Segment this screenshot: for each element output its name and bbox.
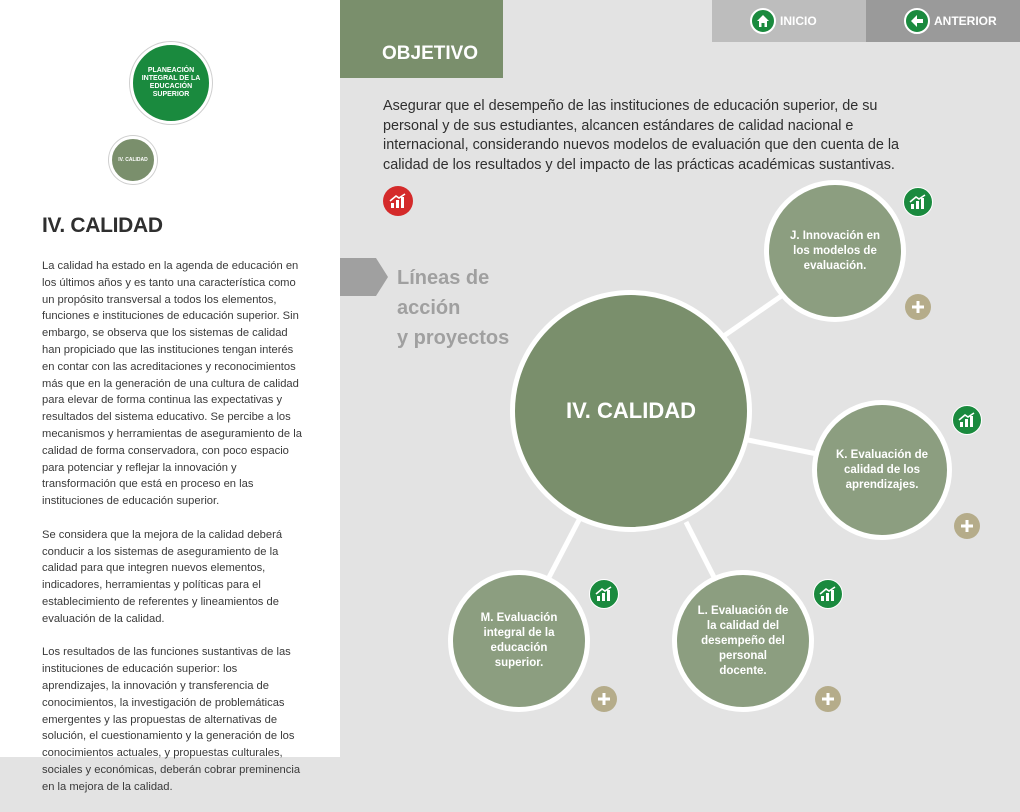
node-j[interactable] xyxy=(764,180,906,322)
anterior-label: ANTERIOR xyxy=(934,14,997,28)
node-m[interactable] xyxy=(448,570,590,712)
objetivo-text: Asegurar que el desempeño de las instituciones de educación superior, de su personal y de sus estudiantes, alcancen estándares de calidad nacional e internacional, considerando nuevos modelos de evaluación que den cuenta de la calidad de los resultados y del impacto de las prácticas académicas sustantivas. xyxy=(383,98,900,173)
chart-growth-icon[interactable] xyxy=(952,405,982,435)
paragraph-1: La calidad ha estado en la agenda de educación en los últimos años y es tanto una característica como un propósito transversal a todos los elementos, funciones e instituciones de educación superior. Sin embargo, se observa que los sistemas de calidad han propiciado que las instituciones tengan interés en contar con las acreditaciones y reconocimientos más que en la generación de una cultura de calidad para elevar de forma continua las expectativas y resultados del sistema educativo. Se percibe a los mecanismos y herramientas de aseguramiento de la calidad de forma conservadora, con poco espacio para potenciar y reflejar la innovación y transformación que está en proceso en las instituciones de educación superior. xyxy=(42,260,302,508)
mini-map-sub-label: IV. CALIDAD xyxy=(118,157,148,163)
paragraph-3: Los resultados de las funciones sustantivas de las instituciones de educación superior: los aprendizajes, la innovación y transferencia de conocimientos, la investigación de problemáticas emergentes y las propuestas de alternativas de solución, el cuestionamiento y la generación de los conocimientos actuales, y propuestas culturales, sociales y económicas, deberán cobrar preminencia en la mejora de la calidad. xyxy=(42,646,301,793)
center-node-label: IV. CALIDAD xyxy=(566,398,696,423)
mini-map-main-label: PLANEACIÓN INTEGRAL DE LA EDUCACIÓN SUPERIOR xyxy=(141,67,201,98)
plus-icon[interactable] xyxy=(954,513,980,539)
node-k[interactable] xyxy=(812,400,952,540)
paragraph-2: Se considera que la mejora de la calidad deberá conducir a los sistemas de aseguramiento de la calidad para que integren nuevos elementos, indicadores, herramientas y políticas para el establecimiento de referentes y lineamientos de evaluación de la calidad. xyxy=(42,528,283,625)
node-l[interactable] xyxy=(672,570,814,712)
node-j-label: J. Innovación en los modelos de evaluación. xyxy=(789,229,881,272)
lineas-line-1: Líneas de acción xyxy=(397,267,490,319)
inicio-label: INICIO xyxy=(780,14,817,28)
plus-icon[interactable] xyxy=(905,294,931,320)
plus-icon[interactable] xyxy=(591,686,617,712)
page-title: IV. CALIDAD xyxy=(42,214,163,237)
plus-icon[interactable] xyxy=(815,686,841,712)
lineas-line-2: y proyectos xyxy=(397,327,510,349)
chart-growth-icon[interactable] xyxy=(589,579,619,609)
node-l-label: L. Evaluación de la calidad del desempeño del personal docente. xyxy=(697,604,789,677)
node-k-label: K. Evaluación de calidad de los aprendizajes. xyxy=(835,448,929,491)
objetivo-tab-label: OBJETIVO xyxy=(382,43,479,64)
chart-growth-icon[interactable] xyxy=(813,579,843,609)
node-m-label: M. Evaluación integral de la educación superior. xyxy=(480,612,558,669)
center-node-calidad xyxy=(510,290,752,532)
chart-growth-icon[interactable] xyxy=(903,187,933,217)
